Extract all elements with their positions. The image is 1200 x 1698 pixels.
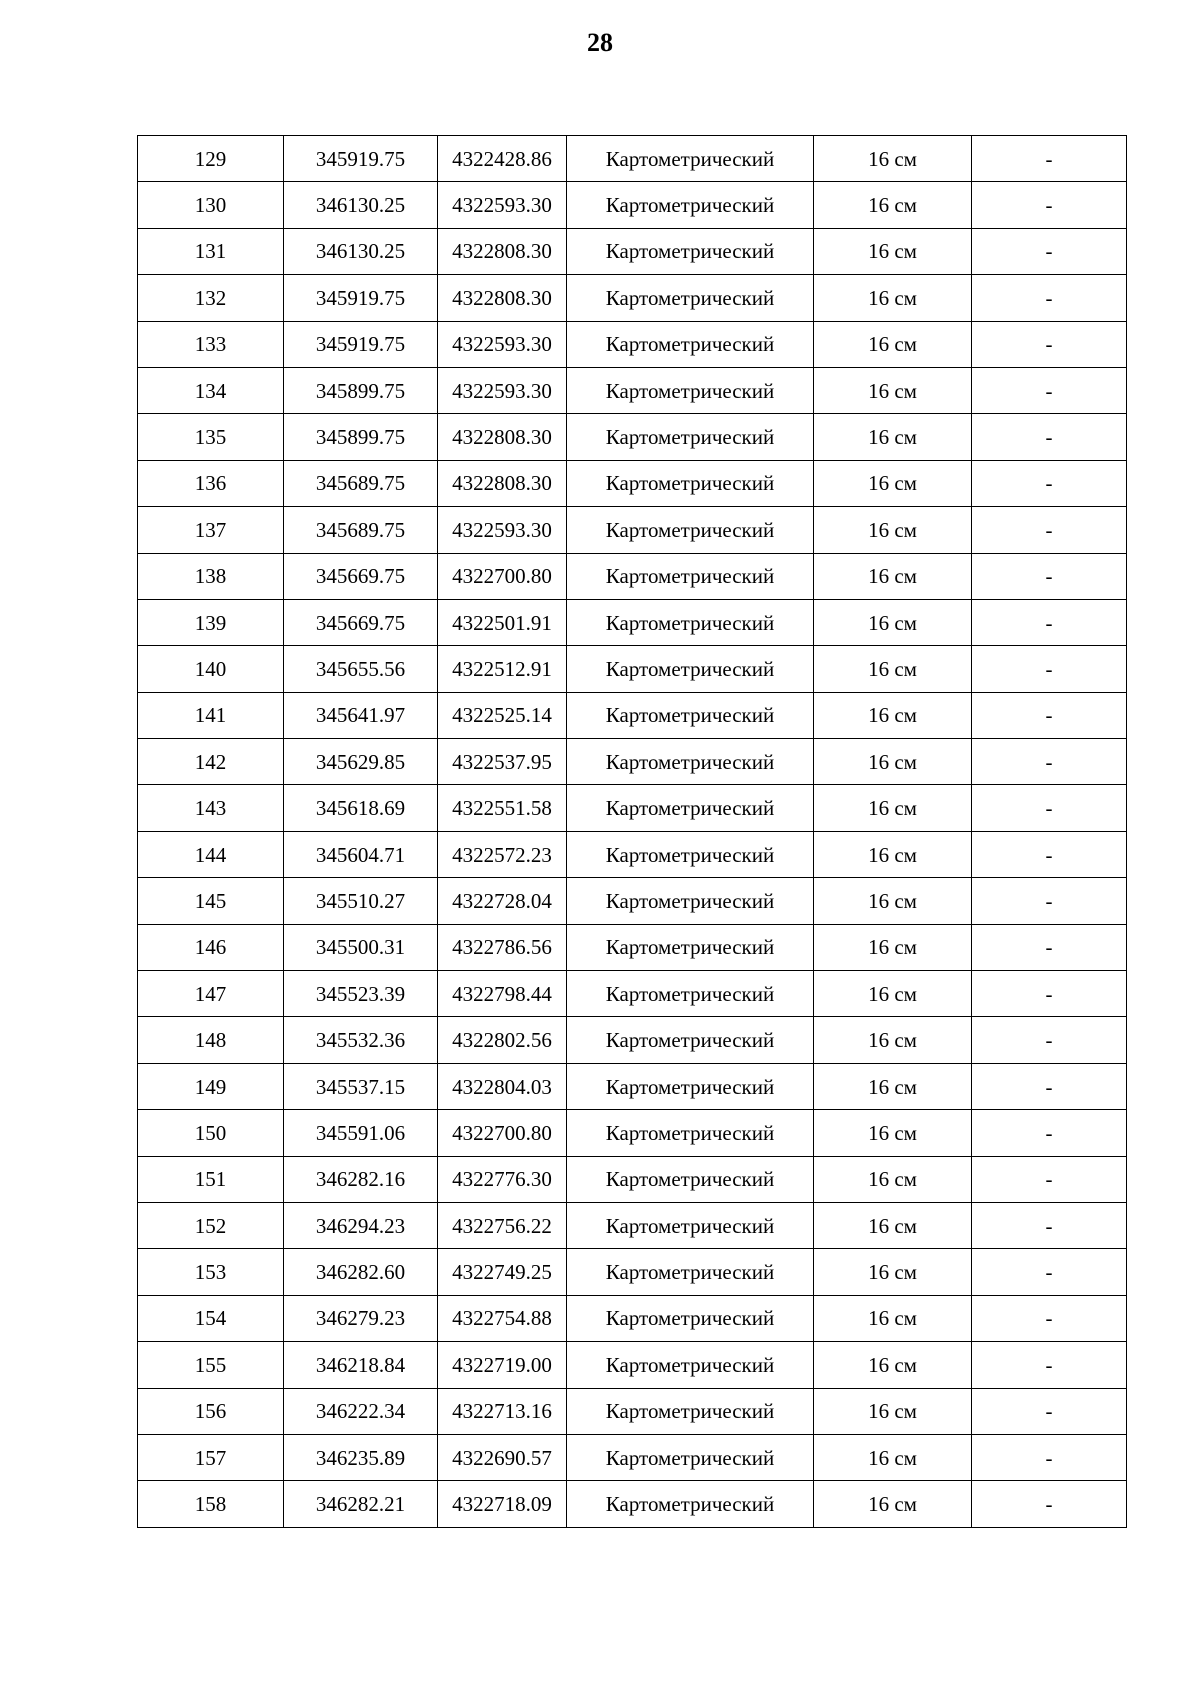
method-cell: Картометрический — [567, 1342, 814, 1388]
note-cell: - — [972, 1110, 1127, 1156]
y-coordinate-cell: 4322593.30 — [438, 367, 567, 413]
point-number-cell: 155 — [138, 1342, 284, 1388]
x-coordinate-cell: 345919.75 — [284, 136, 438, 182]
table-row — [138, 1388, 1127, 1434]
x-coordinate-cell: 346282.16 — [284, 1156, 438, 1202]
table-row — [138, 1202, 1127, 1248]
method-cell: Картометрический — [567, 1063, 814, 1109]
note-cell: - — [972, 971, 1127, 1017]
table-row — [138, 553, 1127, 599]
point-number-cell: 132 — [138, 275, 284, 321]
method-cell: Картометрический — [567, 321, 814, 367]
y-coordinate-cell: 4322808.30 — [438, 275, 567, 321]
x-coordinate-cell: 346222.34 — [284, 1388, 438, 1434]
method-cell: Картометрический — [567, 692, 814, 738]
table-row — [138, 692, 1127, 738]
table-row — [138, 1063, 1127, 1109]
note-cell: - — [972, 414, 1127, 460]
note-cell: - — [972, 692, 1127, 738]
table-row — [138, 321, 1127, 367]
point-number-cell: 141 — [138, 692, 284, 738]
table-row — [138, 831, 1127, 877]
y-coordinate-cell: 4322690.57 — [438, 1434, 567, 1480]
note-cell: - — [972, 275, 1127, 321]
point-number-cell: 145 — [138, 878, 284, 924]
table-row — [138, 739, 1127, 785]
x-coordinate-cell: 345510.27 — [284, 878, 438, 924]
accuracy-cell: 16 см — [814, 1063, 972, 1109]
table-row — [138, 785, 1127, 831]
note-cell: - — [972, 553, 1127, 599]
accuracy-cell: 16 см — [814, 460, 972, 506]
accuracy-cell: 16 см — [814, 599, 972, 645]
x-coordinate-cell: 345689.75 — [284, 507, 438, 553]
accuracy-cell: 16 см — [814, 1156, 972, 1202]
point-number-cell: 137 — [138, 507, 284, 553]
table-row — [138, 1295, 1127, 1341]
point-number-cell: 149 — [138, 1063, 284, 1109]
method-cell: Картометрический — [567, 553, 814, 599]
x-coordinate-cell: 345655.56 — [284, 646, 438, 692]
y-coordinate-cell: 4322713.16 — [438, 1388, 567, 1434]
note-cell: - — [972, 1156, 1127, 1202]
method-cell: Картометрический — [567, 878, 814, 924]
accuracy-cell: 16 см — [814, 1388, 972, 1434]
accuracy-cell: 16 см — [814, 1342, 972, 1388]
accuracy-cell: 16 см — [814, 553, 972, 599]
y-coordinate-cell: 4322804.03 — [438, 1063, 567, 1109]
note-cell: - — [972, 1249, 1127, 1295]
table-row — [138, 1017, 1127, 1063]
table-row — [138, 414, 1127, 460]
note-cell: - — [972, 321, 1127, 367]
x-coordinate-cell: 345899.75 — [284, 414, 438, 460]
note-cell: - — [972, 507, 1127, 553]
x-coordinate-cell: 345523.39 — [284, 971, 438, 1017]
y-coordinate-cell: 4322700.80 — [438, 1110, 567, 1156]
table-row — [138, 646, 1127, 692]
method-cell: Картометрический — [567, 275, 814, 321]
y-coordinate-cell: 4322593.30 — [438, 182, 567, 228]
table-row — [138, 367, 1127, 413]
y-coordinate-cell: 4322756.22 — [438, 1202, 567, 1248]
x-coordinate-cell: 346130.25 — [284, 228, 438, 274]
note-cell: - — [972, 599, 1127, 645]
note-cell: - — [972, 924, 1127, 970]
x-coordinate-cell: 346130.25 — [284, 182, 438, 228]
table-row — [138, 507, 1127, 553]
y-coordinate-cell: 4322593.30 — [438, 321, 567, 367]
point-number-cell: 151 — [138, 1156, 284, 1202]
method-cell: Картометрический — [567, 460, 814, 506]
point-number-cell: 129 — [138, 136, 284, 182]
accuracy-cell: 16 см — [814, 136, 972, 182]
x-coordinate-cell: 345899.75 — [284, 367, 438, 413]
x-coordinate-cell: 345618.69 — [284, 785, 438, 831]
note-cell: - — [972, 367, 1127, 413]
table-row — [138, 1481, 1127, 1527]
y-coordinate-cell: 4322749.25 — [438, 1249, 567, 1295]
y-coordinate-cell: 4322700.80 — [438, 553, 567, 599]
accuracy-cell: 16 см — [814, 182, 972, 228]
y-coordinate-cell: 4322728.04 — [438, 878, 567, 924]
table-row — [138, 924, 1127, 970]
method-cell: Картометрический — [567, 1388, 814, 1434]
y-coordinate-cell: 4322754.88 — [438, 1295, 567, 1341]
y-coordinate-cell: 4322808.30 — [438, 228, 567, 274]
accuracy-cell: 16 см — [814, 924, 972, 970]
method-cell: Картометрический — [567, 1017, 814, 1063]
accuracy-cell: 16 см — [814, 878, 972, 924]
table-row — [138, 599, 1127, 645]
table-row — [138, 878, 1127, 924]
y-coordinate-cell: 4322776.30 — [438, 1156, 567, 1202]
accuracy-cell: 16 см — [814, 228, 972, 274]
coordinates-table — [137, 135, 1127, 1528]
method-cell: Картометрический — [567, 414, 814, 460]
method-cell: Картометрический — [567, 228, 814, 274]
method-cell: Картометрический — [567, 646, 814, 692]
x-coordinate-cell: 345537.15 — [284, 1063, 438, 1109]
y-coordinate-cell: 4322798.44 — [438, 971, 567, 1017]
point-number-cell: 139 — [138, 599, 284, 645]
table-row — [138, 460, 1127, 506]
note-cell: - — [972, 1202, 1127, 1248]
method-cell: Картометрический — [567, 1434, 814, 1480]
y-coordinate-cell: 4322593.30 — [438, 507, 567, 553]
y-coordinate-cell: 4322719.00 — [438, 1342, 567, 1388]
note-cell: - — [972, 1295, 1127, 1341]
accuracy-cell: 16 см — [814, 507, 972, 553]
note-cell: - — [972, 182, 1127, 228]
table-row — [138, 1156, 1127, 1202]
table-row — [138, 228, 1127, 274]
point-number-cell: 152 — [138, 1202, 284, 1248]
x-coordinate-cell: 346282.21 — [284, 1481, 438, 1527]
note-cell: - — [972, 646, 1127, 692]
note-cell: - — [972, 1063, 1127, 1109]
point-number-cell: 150 — [138, 1110, 284, 1156]
point-number-cell: 154 — [138, 1295, 284, 1341]
method-cell: Картометрический — [567, 1202, 814, 1248]
accuracy-cell: 16 см — [814, 831, 972, 877]
point-number-cell: 131 — [138, 228, 284, 274]
accuracy-cell: 16 см — [814, 1017, 972, 1063]
point-number-cell: 146 — [138, 924, 284, 970]
point-number-cell: 134 — [138, 367, 284, 413]
point-number-cell: 138 — [138, 553, 284, 599]
y-coordinate-cell: 4322512.91 — [438, 646, 567, 692]
method-cell: Картометрический — [567, 367, 814, 413]
y-coordinate-cell: 4322802.56 — [438, 1017, 567, 1063]
table-row — [138, 971, 1127, 1017]
x-coordinate-cell: 345641.97 — [284, 692, 438, 738]
note-cell: - — [972, 1017, 1127, 1063]
x-coordinate-cell: 345689.75 — [284, 460, 438, 506]
table-row — [138, 1110, 1127, 1156]
table-row — [138, 1342, 1127, 1388]
note-cell: - — [972, 878, 1127, 924]
x-coordinate-cell: 345919.75 — [284, 275, 438, 321]
point-number-cell: 144 — [138, 831, 284, 877]
accuracy-cell: 16 см — [814, 692, 972, 738]
y-coordinate-cell: 4322572.23 — [438, 831, 567, 877]
point-number-cell: 135 — [138, 414, 284, 460]
point-number-cell: 143 — [138, 785, 284, 831]
note-cell: - — [972, 1481, 1127, 1527]
accuracy-cell: 16 см — [814, 367, 972, 413]
method-cell: Картометрический — [567, 1110, 814, 1156]
y-coordinate-cell: 4322428.86 — [438, 136, 567, 182]
x-coordinate-cell: 346279.23 — [284, 1295, 438, 1341]
point-number-cell: 140 — [138, 646, 284, 692]
note-cell: - — [972, 1342, 1127, 1388]
method-cell: Картометрический — [567, 971, 814, 1017]
note-cell: - — [972, 831, 1127, 877]
note-cell: - — [972, 785, 1127, 831]
y-coordinate-cell: 4322718.09 — [438, 1481, 567, 1527]
note-cell: - — [972, 136, 1127, 182]
table-row — [138, 182, 1127, 228]
point-number-cell: 130 — [138, 182, 284, 228]
accuracy-cell: 16 см — [814, 414, 972, 460]
accuracy-cell: 16 см — [814, 1110, 972, 1156]
x-coordinate-cell: 345532.36 — [284, 1017, 438, 1063]
accuracy-cell: 16 см — [814, 785, 972, 831]
method-cell: Картометрический — [567, 1156, 814, 1202]
point-number-cell: 158 — [138, 1481, 284, 1527]
accuracy-cell: 16 см — [814, 275, 972, 321]
table-row — [138, 1249, 1127, 1295]
accuracy-cell: 16 см — [814, 1295, 972, 1341]
page-number: 28 — [587, 28, 613, 57]
x-coordinate-cell: 346218.84 — [284, 1342, 438, 1388]
x-coordinate-cell: 345669.75 — [284, 553, 438, 599]
method-cell: Картометрический — [567, 136, 814, 182]
method-cell: Картометрический — [567, 785, 814, 831]
method-cell: Картометрический — [567, 1481, 814, 1527]
accuracy-cell: 16 см — [814, 739, 972, 785]
accuracy-cell: 16 см — [814, 1249, 972, 1295]
method-cell: Картометрический — [567, 924, 814, 970]
x-coordinate-cell: 345629.85 — [284, 739, 438, 785]
x-coordinate-cell: 345591.06 — [284, 1110, 438, 1156]
y-coordinate-cell: 4322808.30 — [438, 414, 567, 460]
x-coordinate-cell: 346282.60 — [284, 1249, 438, 1295]
point-number-cell: 148 — [138, 1017, 284, 1063]
point-number-cell: 156 — [138, 1388, 284, 1434]
x-coordinate-cell: 345500.31 — [284, 924, 438, 970]
table-row — [138, 1434, 1127, 1480]
note-cell: - — [972, 460, 1127, 506]
accuracy-cell: 16 см — [814, 1202, 972, 1248]
method-cell: Картометрический — [567, 831, 814, 877]
note-cell: - — [972, 228, 1127, 274]
table-row — [138, 136, 1127, 182]
y-coordinate-cell: 4322525.14 — [438, 692, 567, 738]
point-number-cell: 153 — [138, 1249, 284, 1295]
y-coordinate-cell: 4322551.58 — [438, 785, 567, 831]
accuracy-cell: 16 см — [814, 1481, 972, 1527]
note-cell: - — [972, 739, 1127, 785]
accuracy-cell: 16 см — [814, 1434, 972, 1480]
y-coordinate-cell: 4322808.30 — [438, 460, 567, 506]
accuracy-cell: 16 см — [814, 321, 972, 367]
point-number-cell: 157 — [138, 1434, 284, 1480]
y-coordinate-cell: 4322537.95 — [438, 739, 567, 785]
point-number-cell: 133 — [138, 321, 284, 367]
method-cell: Картометрический — [567, 507, 814, 553]
accuracy-cell: 16 см — [814, 971, 972, 1017]
method-cell: Картометрический — [567, 739, 814, 785]
coordinates-table-body — [138, 136, 1127, 1528]
y-coordinate-cell: 4322501.91 — [438, 599, 567, 645]
x-coordinate-cell: 345919.75 — [284, 321, 438, 367]
method-cell: Картометрический — [567, 182, 814, 228]
method-cell: Картометрический — [567, 1249, 814, 1295]
point-number-cell: 142 — [138, 739, 284, 785]
point-number-cell: 147 — [138, 971, 284, 1017]
x-coordinate-cell: 345669.75 — [284, 599, 438, 645]
note-cell: - — [972, 1388, 1127, 1434]
table-row — [138, 275, 1127, 321]
x-coordinate-cell: 346235.89 — [284, 1434, 438, 1480]
y-coordinate-cell: 4322786.56 — [438, 924, 567, 970]
x-coordinate-cell: 346294.23 — [284, 1202, 438, 1248]
method-cell: Картометрический — [567, 599, 814, 645]
method-cell: Картометрический — [567, 1295, 814, 1341]
accuracy-cell: 16 см — [814, 646, 972, 692]
x-coordinate-cell: 345604.71 — [284, 831, 438, 877]
point-number-cell: 136 — [138, 460, 284, 506]
note-cell: - — [972, 1434, 1127, 1480]
